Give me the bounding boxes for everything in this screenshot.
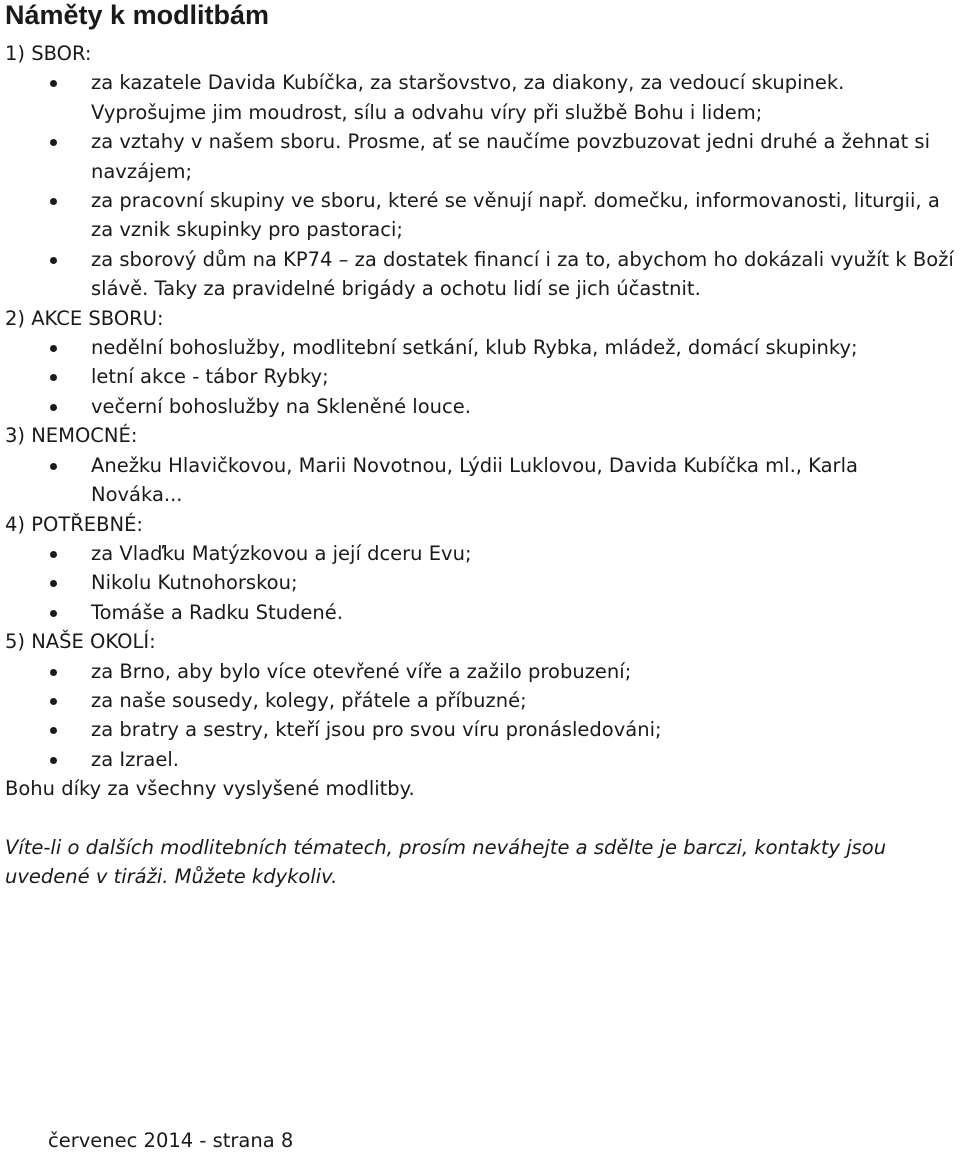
- section-heading: 5) NAŠE OKOLÍ:: [5, 630, 156, 654]
- list-item-text: za naše sousedy, kolegy, přátele a příbuzné;: [91, 688, 527, 712]
- bullet-icon: [50, 551, 57, 558]
- list-item: [5, 127, 955, 186]
- page-title: Náměty k modlitbám: [5, 0, 270, 30]
- section-heading: 4) POTŘEBNÉ:: [5, 512, 143, 536]
- list-item: [5, 657, 955, 686]
- list-item: [5, 539, 955, 568]
- list-item-text: za Vlaďku Matýzkovou a její dceru Evu;: [91, 541, 472, 565]
- bullet-icon: [50, 257, 57, 264]
- list-item-text: za pracovní skupiny ve sboru, které se věnují např. domečku, informovanosti, liturgii, a za vznik skupinky pro pastoraci;: [91, 189, 940, 242]
- list-item-text: Tomáše a Radku Studené.: [91, 600, 343, 624]
- list-item: [5, 451, 955, 510]
- contact-note: Víte-li o dalších modlitebních tématech, prosím neváhejte a sdělte je barczi, kontakty jsou uvedené v tiráži. Můžete kdykoliv.: [5, 835, 887, 888]
- bullet-icon: [50, 698, 57, 705]
- list-item: [5, 745, 955, 774]
- section-potrebne: [5, 510, 955, 628]
- bullet-icon: [50, 669, 57, 676]
- bullet-icon: [50, 580, 57, 587]
- list-item-text: večerní bohoslužby na Skleněné louce.: [91, 394, 471, 418]
- section-akce-sboru: [5, 304, 955, 422]
- section-heading: 1) SBOR:: [5, 42, 92, 65]
- bullet-icon: [50, 727, 57, 734]
- section-items: [5, 657, 955, 775]
- list-item: [5, 686, 955, 715]
- closing-text: Bohu díky za všechny vyslyšené modlitby.: [5, 777, 415, 801]
- section-sbor: [5, 39, 955, 304]
- section-nemocne: [5, 421, 955, 509]
- bullet-icon: [50, 80, 57, 87]
- page-footer: červenec 2014 - strana 8: [48, 1129, 294, 1152]
- bullet-icon: [50, 404, 57, 411]
- prayer-topics: [5, 39, 955, 891]
- list-item: [5, 392, 955, 421]
- section-heading: 2) AKCE SBORU:: [5, 306, 164, 330]
- list-item-text: za Izrael.: [91, 747, 179, 771]
- bullet-icon: [50, 198, 57, 205]
- list-item: [5, 333, 955, 362]
- list-item: [5, 68, 955, 127]
- bullet-icon: [50, 139, 57, 146]
- list-item: [5, 245, 955, 304]
- list-item-text: Nikolu Kutnohorskou;: [91, 571, 298, 595]
- bullet-icon: [50, 757, 57, 764]
- list-item-text: za bratry a sestry, kteří jsou pro svou víru pronásledováni;: [91, 718, 662, 742]
- list-item: [5, 362, 955, 391]
- list-item-text: Anežku Hlavičkovou, Marii Novotnou, Lýdii Luklovou, Davida Kubíčka ml., Karla Nováka...: [91, 453, 858, 507]
- section-items: [5, 451, 955, 510]
- list-item-text: nedělní bohoslužby, modlitební setkání, klub Rybka, mládež, domácí skupinky;: [91, 336, 858, 360]
- section-items: [5, 68, 955, 303]
- section-heading: 3) NEMOCNÉ:: [5, 424, 138, 448]
- section-items: [5, 539, 955, 627]
- list-item: [5, 568, 955, 597]
- list-item: [5, 715, 955, 744]
- list-item-text: za Brno, aby bylo více otevřené víře a zažilo probuzení;: [91, 659, 632, 683]
- bullet-icon: [50, 345, 57, 352]
- list-item-text: za kazatele Davida Kubíčka, za staršovstvo, za diakony, za vedoucí skupinek. Vyprošujme jim moudrost, sílu a odvahu víry při službě Bohu i lidem;: [91, 71, 845, 124]
- bullet-icon: [50, 610, 57, 617]
- list-item-text: za sborový dům na KP74 – za dostatek financí i za to, abychom ho dokázali využít k Boží slávě. Taky za pravidelné brigády a ochotu lidí se jich účastnit.: [91, 247, 954, 301]
- bullet-icon: [50, 463, 57, 470]
- bullet-icon: [50, 374, 57, 381]
- section-nase-okoli: [5, 627, 955, 774]
- list-item: [5, 598, 955, 627]
- section-items: [5, 333, 955, 421]
- list-item: [5, 186, 955, 245]
- list-item-text: za vztahy v našem sboru. Prosme, ať se naučíme povzbuzovat jedni druhé a žehnat si navzájem;: [91, 130, 930, 183]
- list-item-text: letní akce - tábor Rybky;: [91, 365, 329, 389]
